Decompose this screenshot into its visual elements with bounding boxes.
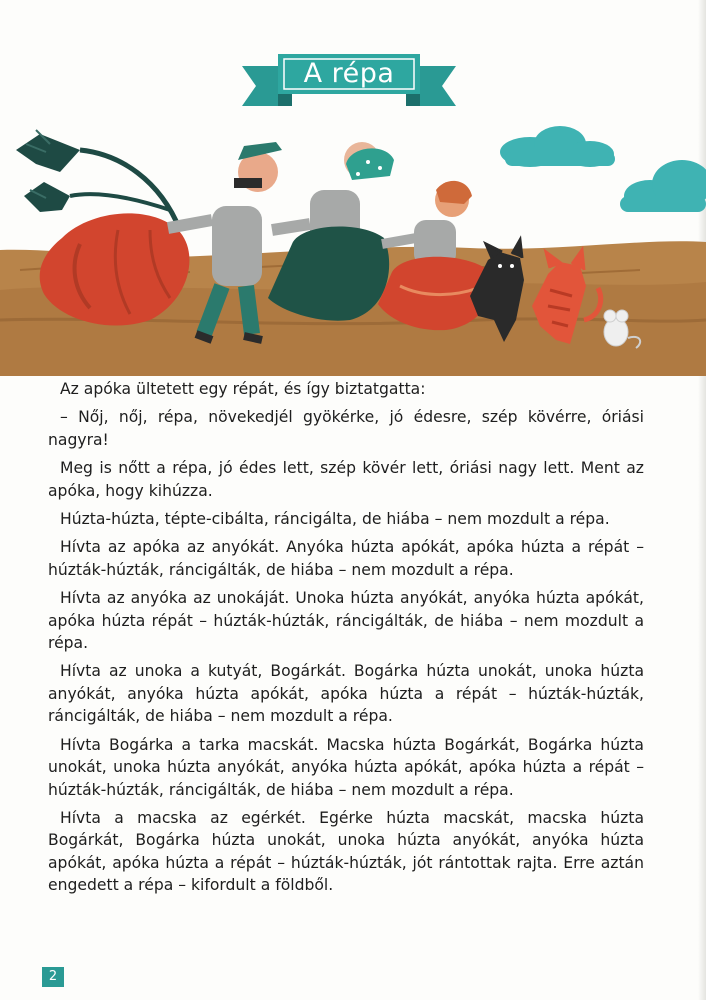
story-paragraph: Az apóka ültetett egy répát, és így biztatgatta:	[60, 380, 426, 398]
story-paragraph: Hívta az unoka a kutyát, Bogárkát. Bogárka húzta unokát, unoka húzta anyókát, anyóka húzta apókát, apóka húzta a répát – húzták-húzták, ráncigálták, de hiába – nem mozdult a répa.	[48, 662, 644, 726]
cloud-icon	[620, 160, 706, 212]
story-paragraph: Meg is nőtt a répa, jó édes lett, szép kövér lett, óriási nagy lett. Ment az apóka, hogy kihúzza.	[48, 459, 644, 500]
story-paragraph: Hívta az anyóka az unokáját. Unoka húzta anyókát, anyóka húzta apókát, apóka húzta répát – húzták-húzták, ráncigálták, de hiába – nem mozdult a répa.	[48, 589, 644, 653]
turnip-leaves-icon	[16, 130, 180, 230]
page-number: 2	[42, 967, 64, 987]
story-paragraph: Hívta Bogárka a tarka macskát. Macska húzta Bogárkát, Bogárka húzta unokát, unoka húzta anyókát, anyóka húzta apókát, apóka húzta a répát – húzták-húzták, ráncigálták, de hiába – nem mozdult a répa.	[48, 735, 644, 799]
story-paragraph: Húzta-húzta, tépte-cibálta, ráncigálta, de hiába – nem mozdult a répa.	[60, 510, 610, 529]
story-paragraph: Hívta a macska az egérkét. Egérke húzta macskát, macska húzta Bogárkát, Bogárka húzta unokát, unoka húzta anyókát, anyóka húzta apókát, apóka húzta a répát – húzták-húzták, jót rántottak rajta. Erre aztán engedett a répa – kifordult a földből.	[48, 808, 644, 895]
story-text	[48, 378, 644, 903]
cloud-icon	[500, 126, 615, 167]
grandma-figure	[268, 142, 394, 321]
story-paragraph: Hívta az apóka az anyókát. Anyóka húzta apókát, apóka húzta a répát – húzták-húzták, ráncigálták, de hiába – nem mozdult a répa.	[48, 538, 644, 579]
page-title: A répa	[303, 58, 395, 89]
title-banner	[242, 46, 456, 108]
illustration	[0, 120, 706, 376]
story-paragraph: – Nőj, nőj, répa, növekedjél gyökérke, jó édesre, szép kövérre, óriási nagyra!	[48, 408, 644, 449]
